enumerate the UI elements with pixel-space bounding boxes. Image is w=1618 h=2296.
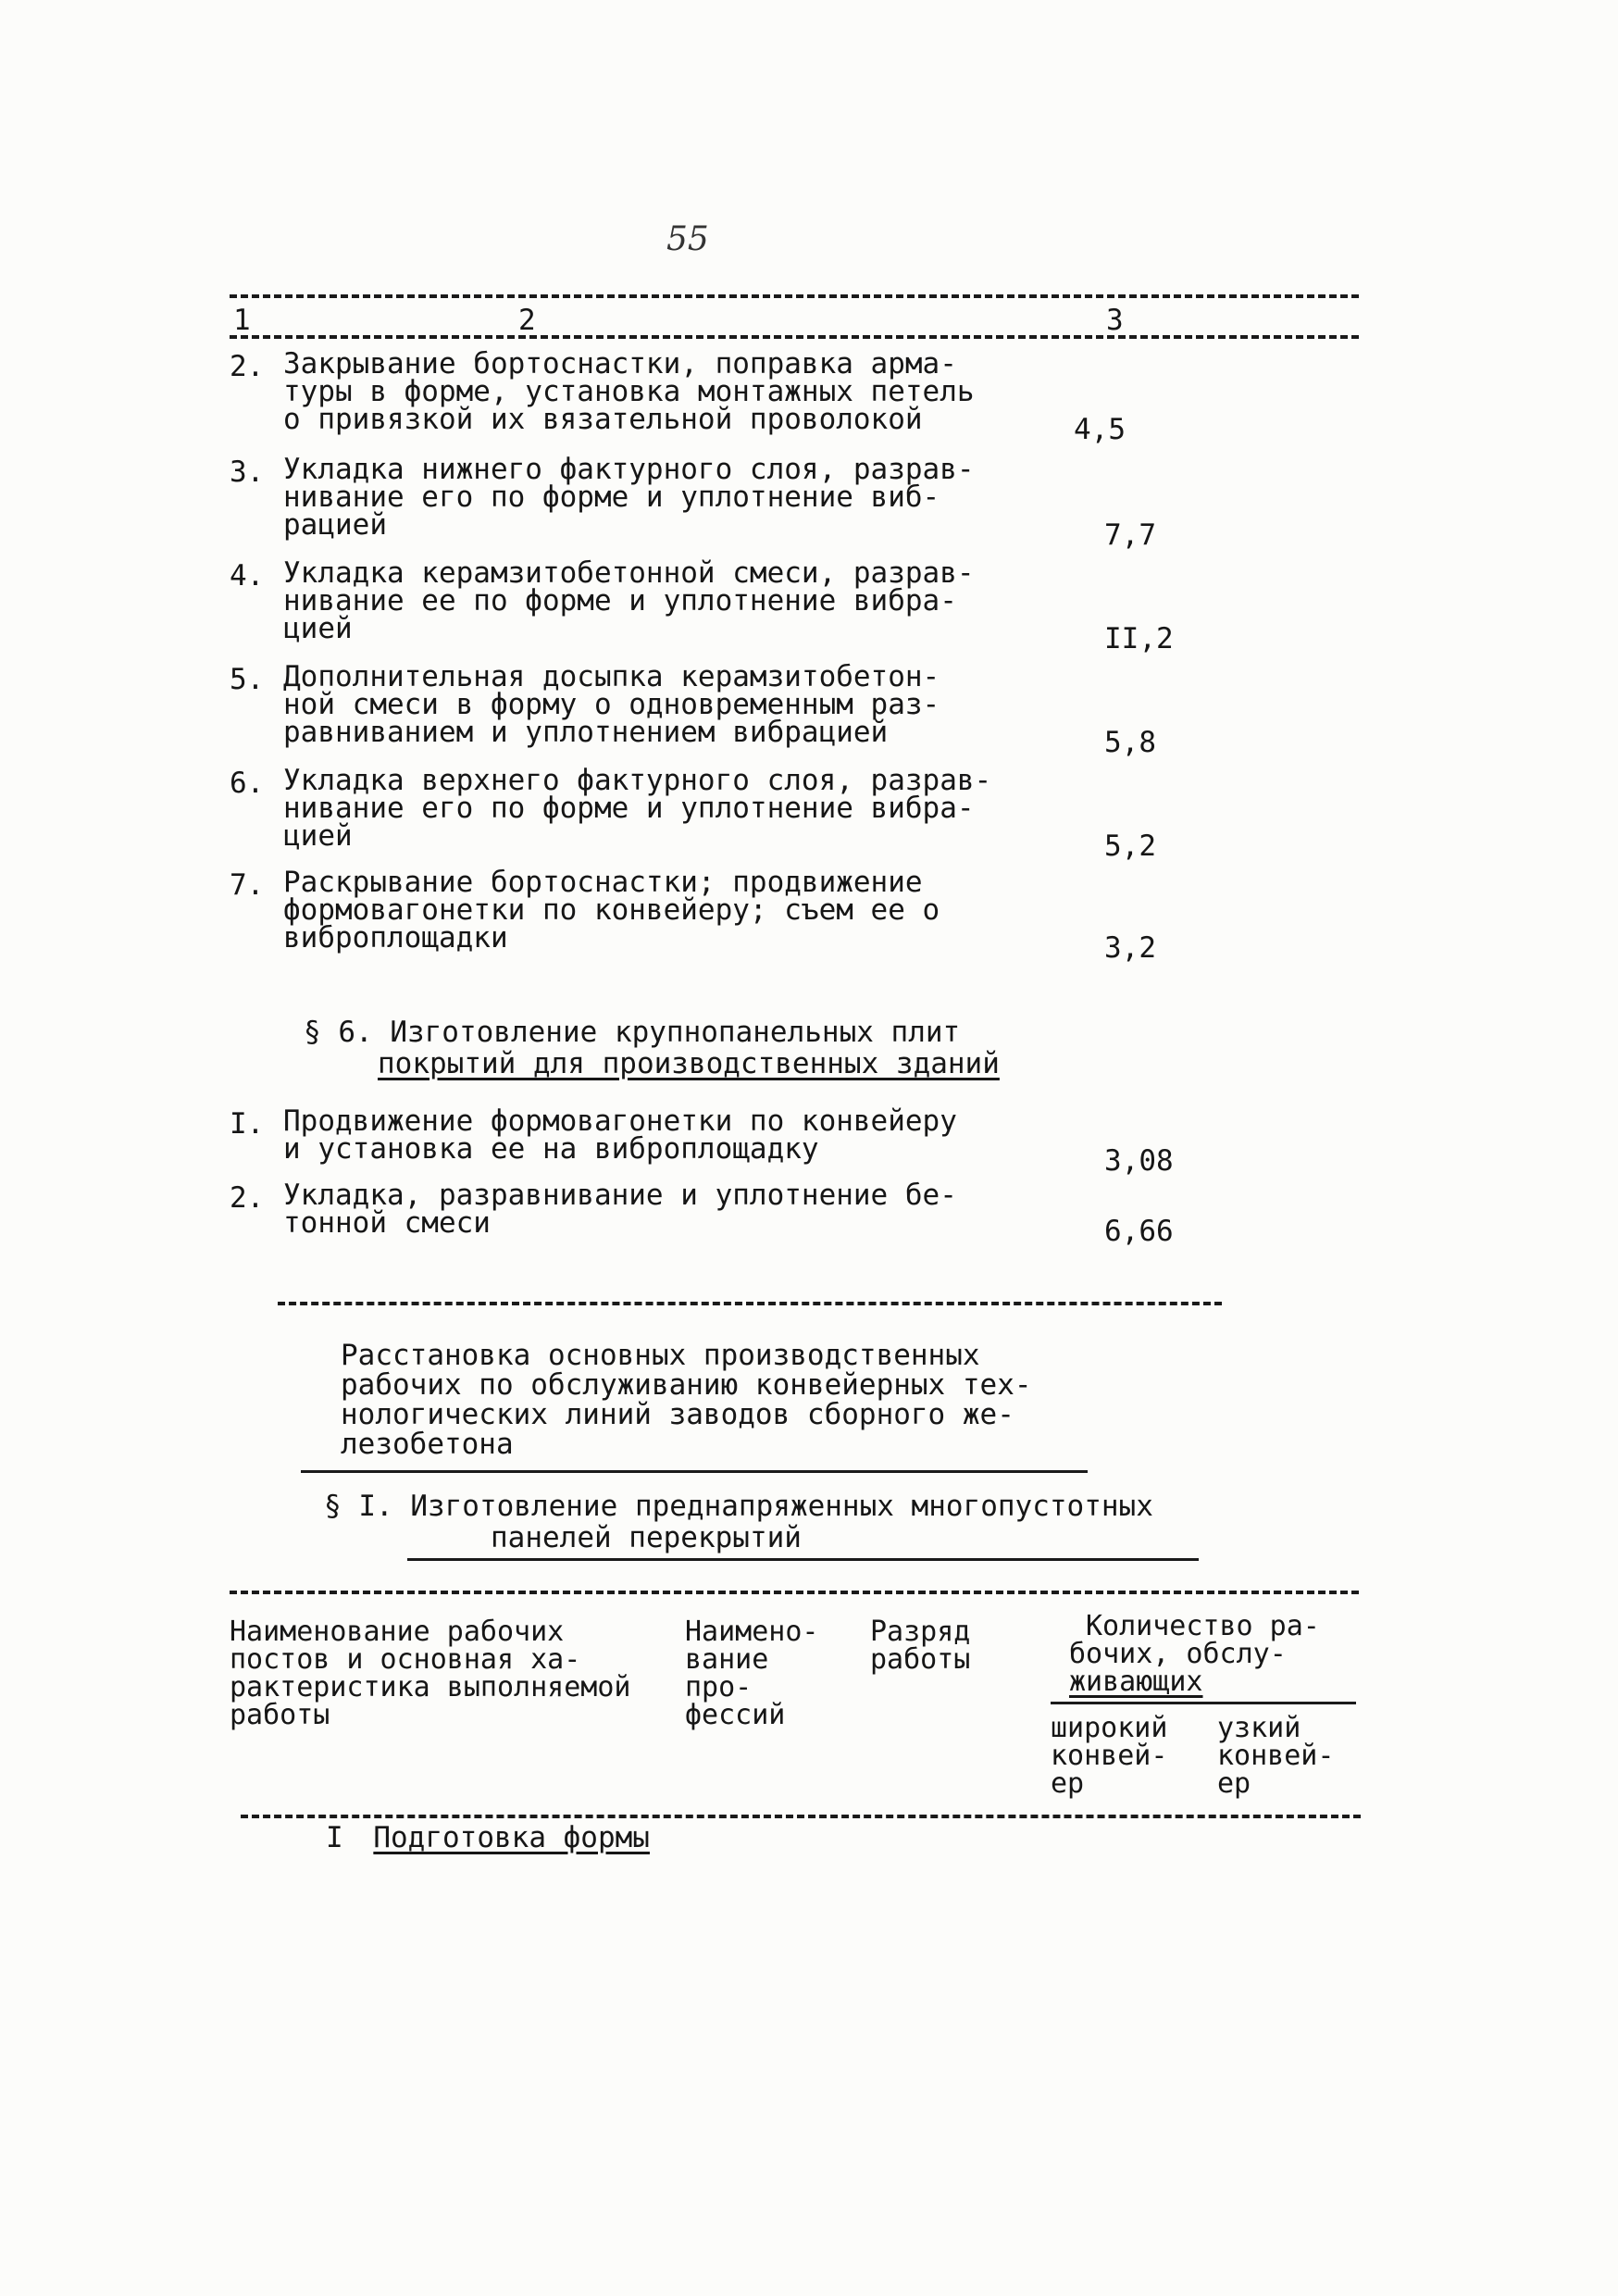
section-6-title — [304, 1017, 1000, 1079]
table-header-rule — [230, 335, 1359, 339]
workers-header-line3: живающих — [1069, 1666, 1203, 1698]
heading-underline — [301, 1470, 1088, 1473]
section-1-title — [324, 1491, 1153, 1554]
section-6-line2: покрытий для производственных зданий — [378, 1047, 1000, 1080]
row-value: 5,2 — [1104, 830, 1156, 863]
bottom-table-top-rule — [230, 1591, 1359, 1594]
row-text: Дополнительная досыпка керамзитобетон- ной смеси в форму о одновременным раз- равниванием и уплотнением вибрацией — [283, 660, 940, 749]
column-header-post: Наименование рабочих постов и основная ха- рактеристика выполняемой работы — [230, 1616, 631, 1731]
row-number: 6. — [230, 767, 265, 800]
column-header-profession: Наимено- вание про- фессий — [685, 1616, 819, 1731]
row-value: 5,8 — [1104, 726, 1156, 759]
subsection-name: Подготовка формы — [373, 1821, 650, 1854]
row-value: 4,5 — [1074, 413, 1126, 446]
row-value: 3,08 — [1104, 1144, 1174, 1178]
row-number: 2. — [230, 350, 265, 383]
row-text: Укладка верхнего фактурного слоя, разрав- нивание его по форме и уплотнение вибра- цией — [283, 764, 992, 853]
column-header-wide-conveyor: широкий конвей- ер — [1051, 1712, 1168, 1800]
section-6-line1: § 6. Изготовление крупнопанельных плит — [304, 1016, 961, 1049]
column-header-grade: Разряд работы — [870, 1616, 971, 1676]
heading-block: Расстановка основных производственных рабочих по обслуживанию конвейерных тех- нологических линий заводов сборного же- лезобетона — [341, 1339, 1032, 1461]
bottom-table-header-rule — [241, 1815, 1361, 1818]
subsection-title — [326, 1822, 650, 1853]
column-number-1: 1 — [233, 304, 251, 337]
section-end-rule — [278, 1302, 1222, 1305]
section-1-line1: § I. Изготовление преднапряженных многопустотных — [324, 1490, 1153, 1523]
row-value: II,2 — [1104, 622, 1174, 655]
row-value: 3,2 — [1104, 931, 1156, 965]
row-text: Продвижение формовагонетки по конвейеру и установка ее на виброплощадку — [283, 1104, 957, 1166]
section-1-line2: панелей перекрытий — [491, 1521, 802, 1554]
column-header-narrow-conveyor: узкий конвей- ер — [1217, 1712, 1335, 1800]
row-number: 3. — [230, 455, 265, 489]
row-text: Укладка нижнего фактурного слоя, разрав- нивание его по форме и уплотнение виб- рацией — [283, 453, 975, 542]
column-number-2: 2 — [518, 304, 536, 337]
column-header-workers — [1069, 1610, 1320, 1698]
row-text: Укладка керамзитобетонной смеси, разрав- нивание ее по форме и уплотнение вибра- цией — [283, 556, 975, 645]
page-number: 55 — [666, 220, 709, 258]
workers-header-rule — [1051, 1702, 1356, 1704]
table-top-rule — [230, 294, 1359, 298]
row-value: 6,66 — [1104, 1215, 1174, 1248]
subsection-number: I — [326, 1821, 343, 1854]
row-number: I. — [230, 1107, 265, 1141]
workers-header-line1: Количество ра- — [1086, 1610, 1320, 1642]
row-number: 2. — [230, 1181, 265, 1215]
row-text: Укладка, разравнивание и уплотнение бе- тонной смеси — [283, 1179, 957, 1240]
row-number: 5. — [230, 663, 265, 696]
workers-header-line2: бочих, обслу- — [1069, 1638, 1287, 1670]
row-value: 7,7 — [1104, 518, 1156, 552]
row-number: 7. — [230, 868, 265, 902]
section-1-underline — [407, 1558, 1199, 1561]
column-number-3: 3 — [1106, 304, 1124, 337]
row-text: Закрывание бортоснастки, поправка арма- туры в форме, установка монтажных петель о привязкой их вязательной проволокой — [283, 347, 975, 436]
row-text: Раскрывание бортоснастки; продвижение формовагонетки по конвейеру; съем ее о виброплощадки — [283, 866, 940, 955]
row-number: 4. — [230, 559, 265, 593]
